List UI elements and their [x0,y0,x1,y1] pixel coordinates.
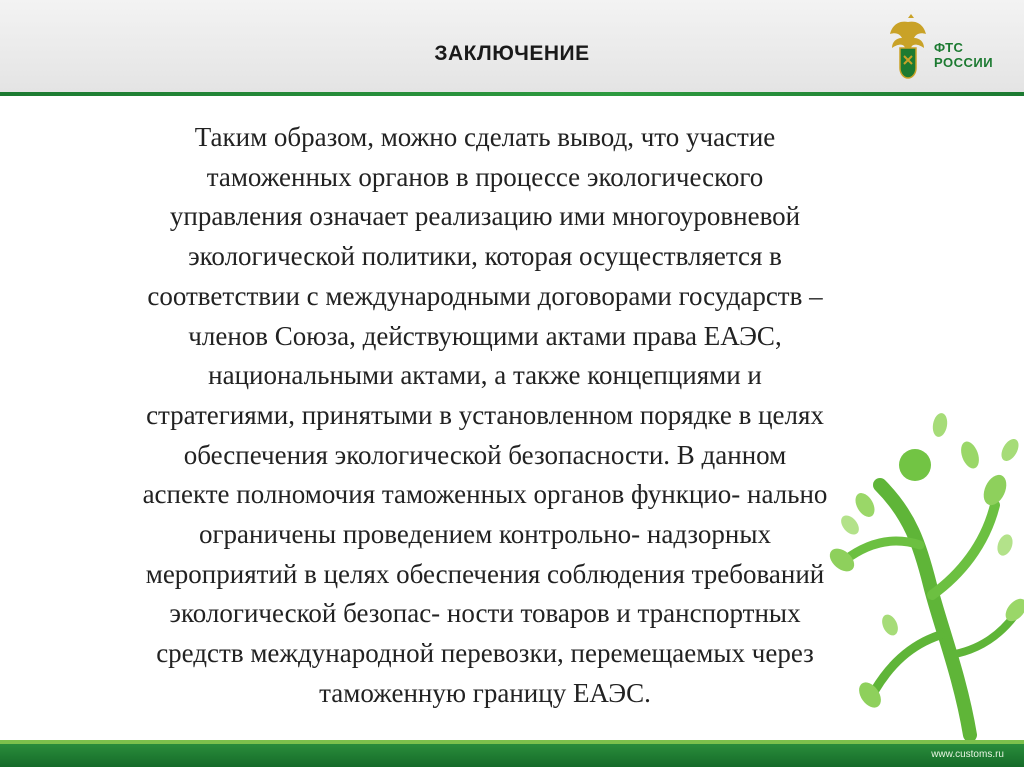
text-line: экологической политики, которая осуществляется в [188,241,782,272]
text-line: средств международной перевозки, перемещаемых через [156,638,814,669]
text-line: соответствии с международными договорами государств – [147,280,823,311]
text-line: таможенных органов в процессе экологического [206,161,764,192]
text-line: Таким образом, можно сделать вывод, что участие [194,122,776,152]
text-line: аспекте полномочия таможенных органов функцио- нально [142,479,828,510]
footer-url: www.customs.ru [931,749,1004,760]
slide-title: ЗАКЛЮЧЕНИЕ [434,42,590,65]
text-line: таможенную границу ЕАЭС. [319,677,651,708]
text-line: управления означает реализацию ими многоуровневой [169,201,801,232]
conclusion-text [30,118,940,714]
header-divider [0,92,1024,96]
logo-line-2: РОССИИ [934,55,994,70]
text-line: стратегиями, принятыми в установленном порядке в целях [146,399,824,430]
footer-bar [0,744,1024,767]
text-line: мероприятий в целях обеспечения соблюдения требований [145,558,825,589]
text-line: ограничены проведением контрольно- надзорных [198,519,771,550]
double-headed-eagle-icon [888,12,928,80]
text-line: обеспечения экологической безопасности. В данном [183,439,787,470]
header-bar [0,0,1024,92]
logo-line-1: ФТС [934,40,964,55]
text-line: членов Союза, действующими актами права ЕАЭС, [188,320,782,351]
fts-logo [888,12,1018,84]
text-line: национальными актами, а также концепциями и [208,360,762,391]
logo-text [934,40,993,70]
text-line: экологической безопас- ности товаров и транспортных [169,598,801,629]
